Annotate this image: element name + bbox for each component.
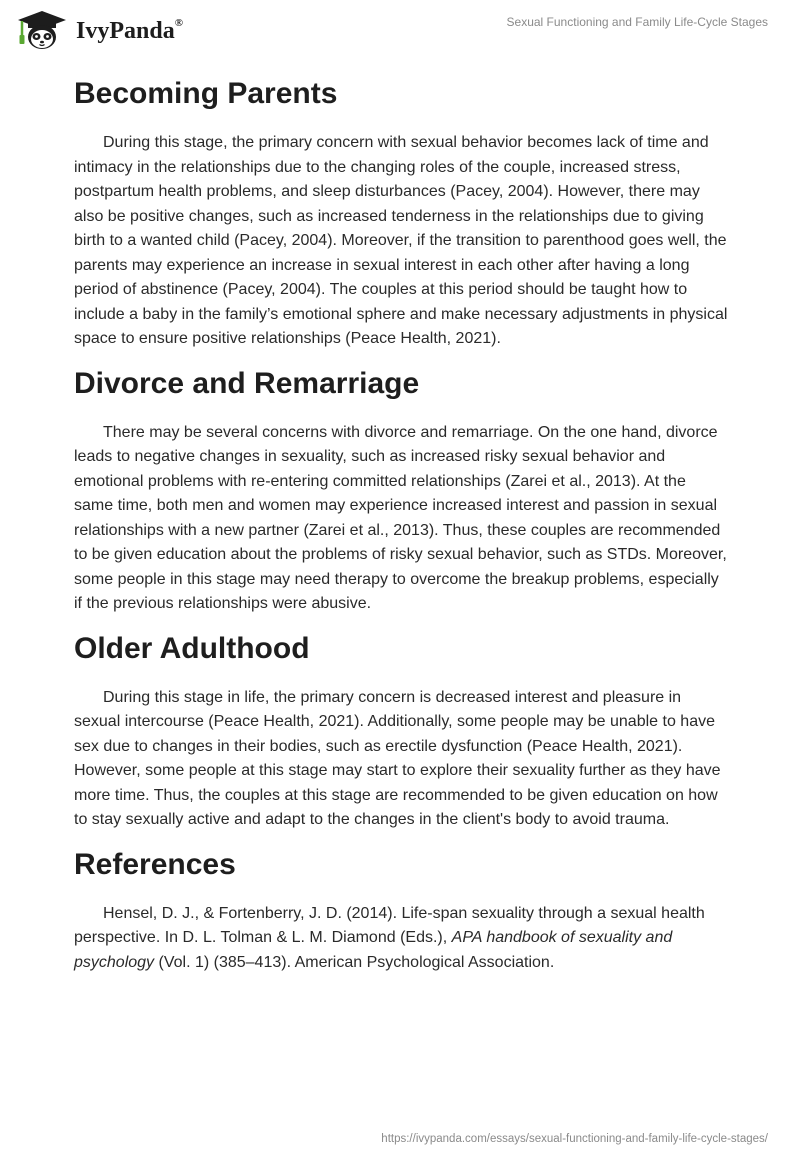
source-url[interactable]: https://ivypanda.com/essays/sexual-functioning-and-family-life-cycle-stages/ bbox=[381, 1133, 768, 1145]
brand-name bbox=[76, 18, 183, 45]
reference-text-end: (Vol. 1) (385–413). American Psychological Association. bbox=[154, 953, 555, 971]
article-body bbox=[74, 70, 728, 975]
section-heading: Divorce and Remarriage bbox=[74, 366, 420, 400]
brand-text: IvyPanda bbox=[76, 17, 175, 44]
section-heading: Becoming Parents bbox=[74, 77, 338, 110]
panda-graduate-logo-icon bbox=[14, 8, 70, 52]
references-heading: References bbox=[74, 847, 236, 881]
section-becoming-parents bbox=[74, 70, 728, 352]
registered-mark: ® bbox=[174, 16, 183, 29]
document-title: Sexual Functioning and Family Life-Cycle Stages bbox=[506, 15, 768, 29]
page-header bbox=[0, 0, 800, 70]
reference-text: Hensel, D. J., & Fortenberry, J. D. (2014). Life-span sexuality through a sexual health perspective. In D. L. Tolman & L. M. Diamond (Eds.), bbox=[74, 904, 705, 946]
section-paragraph: There may be several concerns with divorce and remarriage. On the one hand, divorce leads to negative changes in sexuality, such as increased risky sexual behavior and emotional problems with re-entering committed relationships (Zarei et al., 2013). At the same time, both men and women may experience increased interest and passion in sexual relationships with a new partner (Zarei et al., 2013). Thus, these couples are recommended to be given education about the problems of risky sexual behavior, such as STDs. Moreover, some people in this stage may need therapy to overcome the breakup problems, especially if the previous relationships were abusive. bbox=[74, 423, 727, 612]
section-heading: Older Adulthood bbox=[74, 631, 310, 665]
reference-entry bbox=[74, 902, 728, 976]
logo[interactable] bbox=[14, 8, 183, 52]
section-divorce-remarriage bbox=[74, 352, 728, 617]
reference-book-title: APA handbook of sexuality and psychology bbox=[74, 929, 673, 971]
references-section bbox=[74, 833, 728, 976]
section-paragraph: During this stage in life, the primary concern is decreased interest and pleasure in sexual intercourse (Peace Health, 2021). Additionally, some people may be unable to have sex due to changes in their bodies, such as erectile dysfunction (Peace Health, 2021). However, some people at this stage may start to explore their sexuality further as they have more time. Thus, the couples at this stage are recommended to be given education on how to stay sexually active and adapt to the changes in the client's body to avoid trauma. bbox=[74, 688, 721, 828]
section-older-adulthood bbox=[74, 617, 728, 833]
section-paragraph: During this stage, the primary concern with sexual behavior becomes lack of time and intimacy in the relationships due to the changing roles of the couple, increased stress, postpartum health problems, and sleep disturbances (Pacey, 2004). However, there may also be positive changes, such as increased tenderness in the relationships due to giving birth to a wanted child (Pacey, 2004). Moreover, if the transition to parenthood goes well, the parents may experience an increase in sexual interest in each other after having a long period of abstinence (Pacey, 2004). The couples at this period should be taught how to include a baby in the family’s emotional sphere and make necessary adjustments in physical space to ensure positive relationships (Peace Health, 2021). bbox=[74, 134, 728, 347]
